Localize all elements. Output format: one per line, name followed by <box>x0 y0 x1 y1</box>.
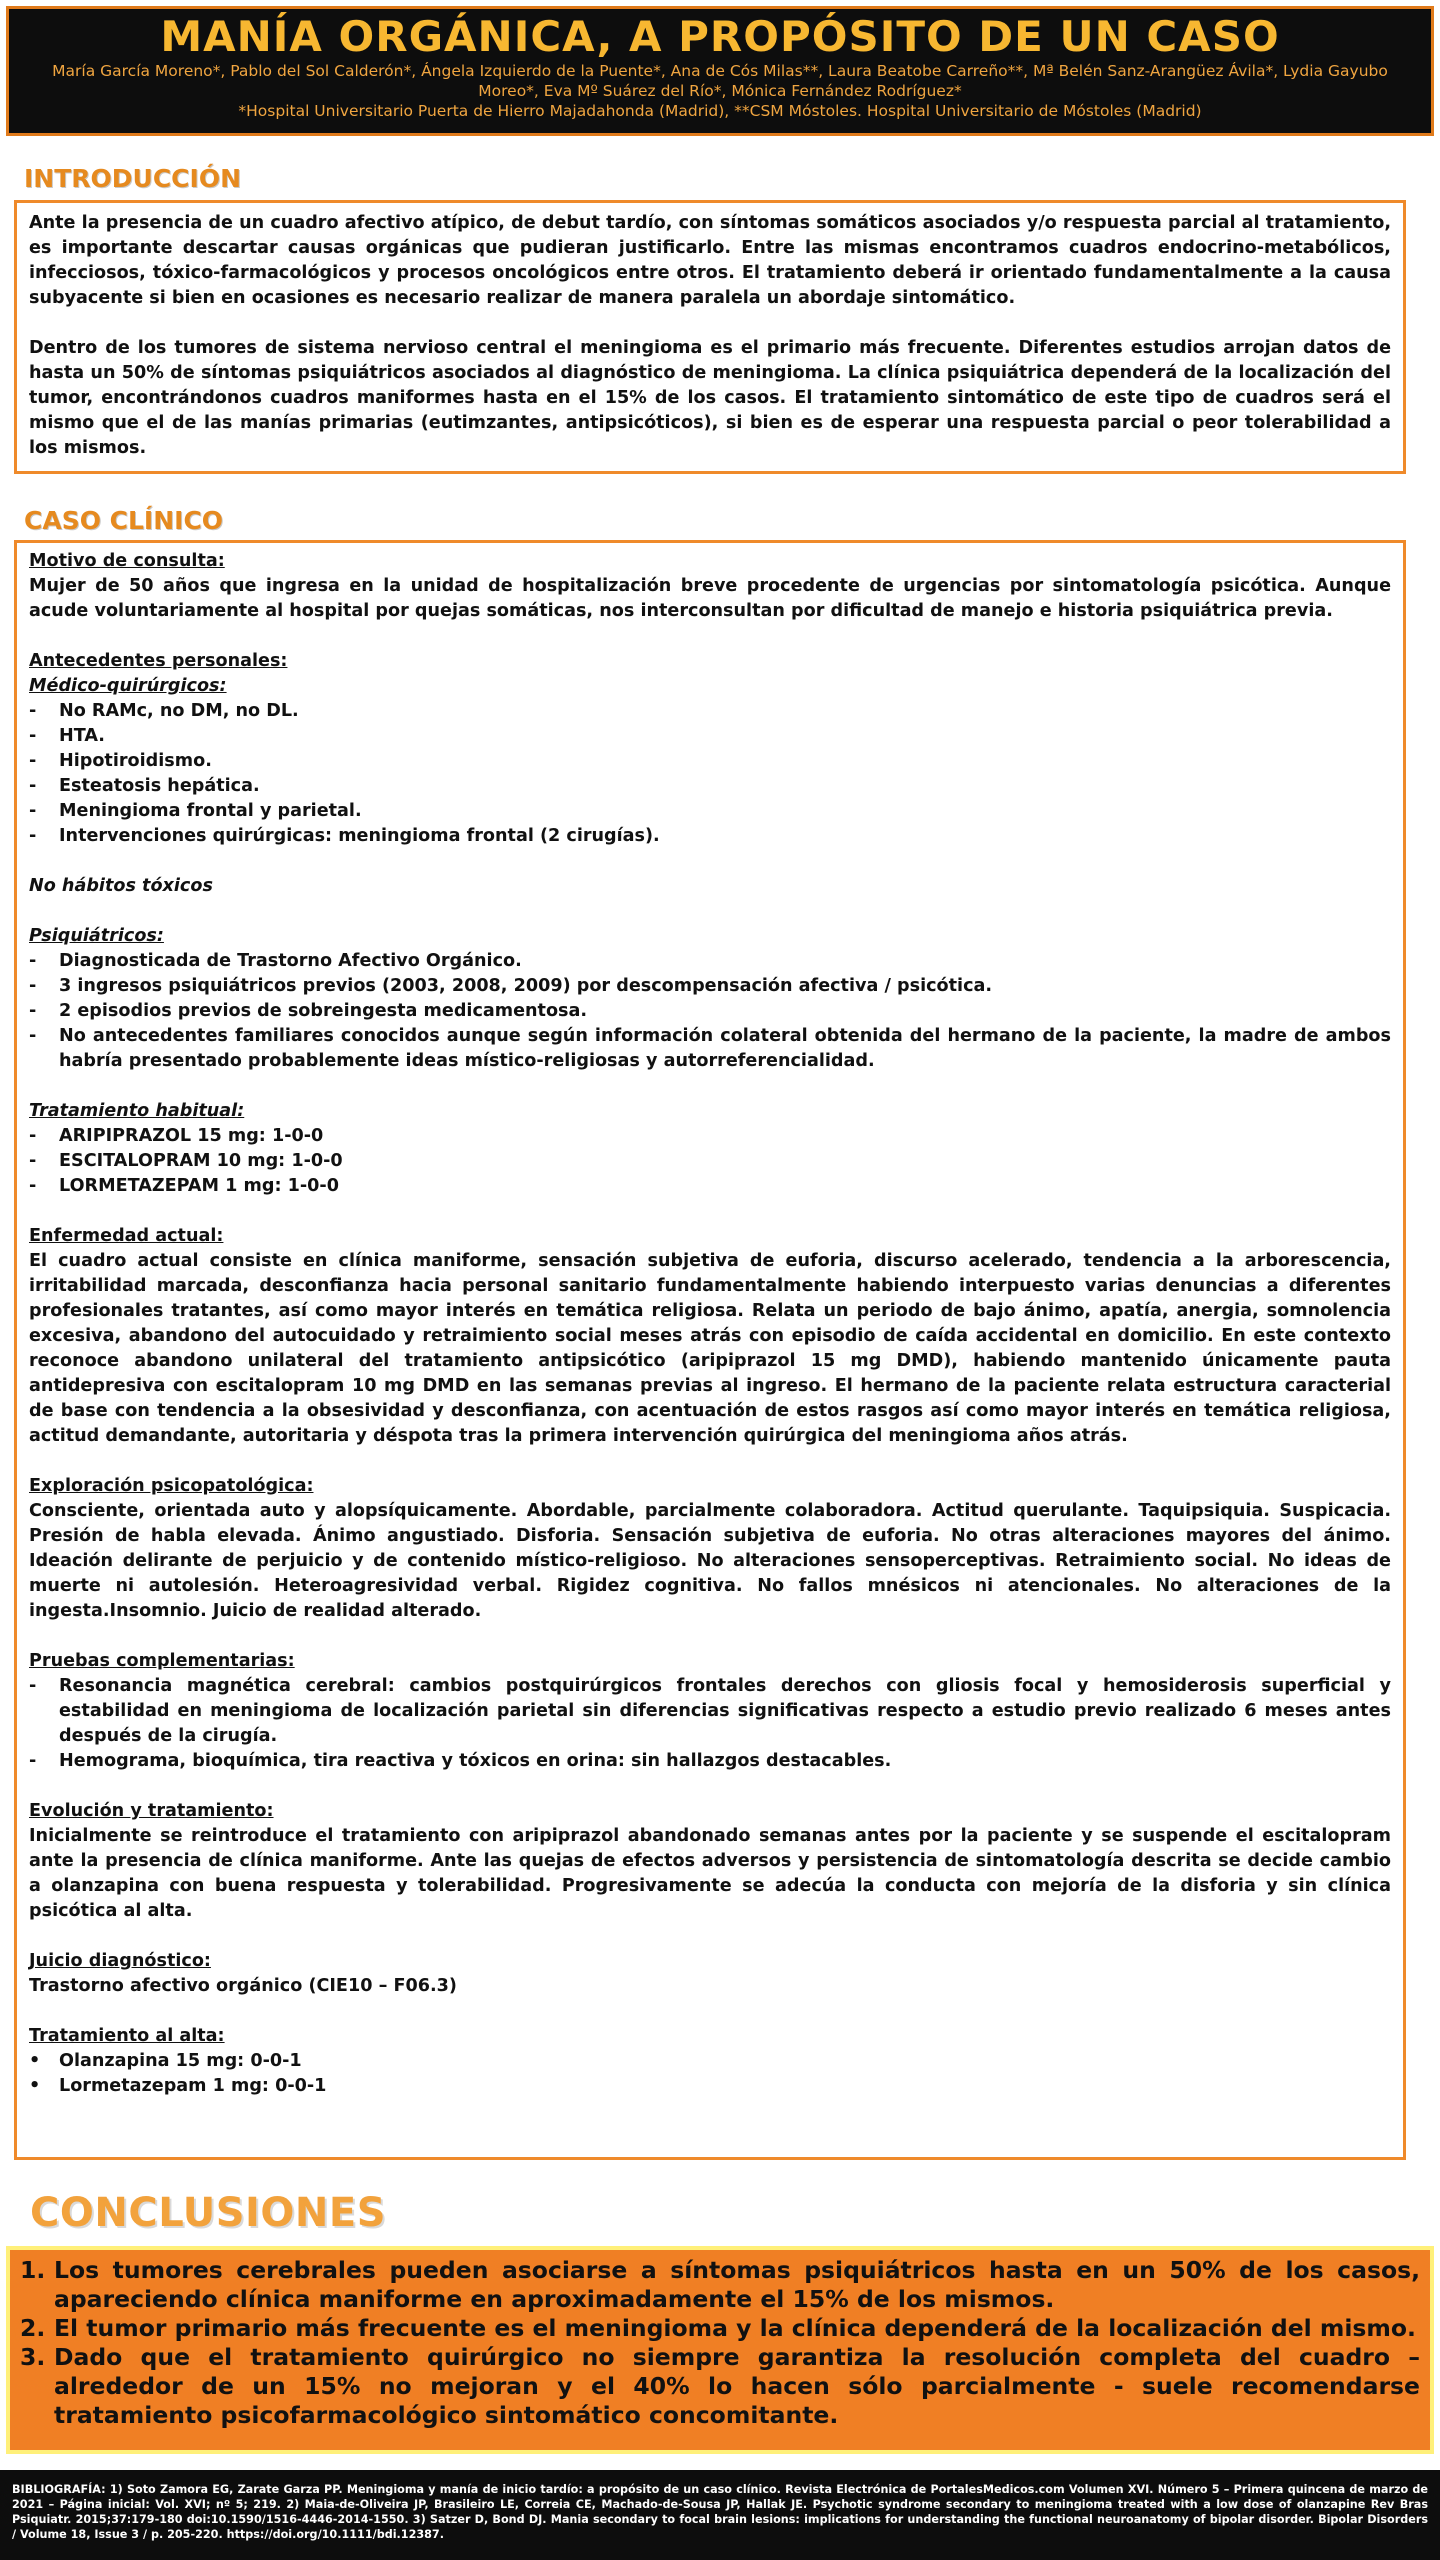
list-item: - Hemograma, bioquímica, tira reactiva y tóxicos en orina: sin hallazgos destacables. <box>29 1749 1391 1774</box>
evol-text: Inicialmente se reintroduce el tratamiento con aripiprazol abandonado semanas antes por la paciente y se suspende el escitalopram ante la presencia de clínica maniforme. Ante las quejas de efectos adversos y persistencia de sintomatología descrita se decide cambio a olanzapina con buena respuesta y tolerabilidad. Progresivamente se adecúa la conducta con mejoría de la disforia y sin clínica psicótica al alta. <box>29 1826 1391 1921</box>
case-box <box>14 540 1406 2160</box>
list-item: • Olanzapina 15 mg: 0-0-1 <box>29 2049 1391 2074</box>
item-text: Dado que el tratamiento quirúrgico no siempre garantiza la resolución completa del cuadro – alrededor de un 15% no mejoran y el 40% lo hacen sólo parcialmente - suele recomendarse tratamiento psicofarmacológico sintomático concomitante. <box>54 2343 1420 2429</box>
list-item: - Resonancia magnética cerebral: cambios postquirúrgicos frontales derechos con gliosis focal y hemosiderosis superficial y estabilidad en meningioma de localización parietal sin diferencias significativas respecto a estudio previo realizado 6 meses antes después de la cirugía. <box>29 1674 1391 1749</box>
item-number: 1. <box>20 2256 46 2284</box>
authors: María García Moreno*, Pablo del Sol Calderón*, Ángela Izquierdo de la Puente*, Ana de Cós Milas**, Laura Beatobe Carreño**, Mª Belén Sanz-Arangüez Ávila*, Lydia Gayubo Moreo*, Eva Mº Suárez del Río*, Mónica Fernández Rodríguez* <box>52 62 1388 100</box>
poster-title: MANÍA ORGÁNICA, A PROPÓSITO DE UN CASO <box>160 12 1280 61</box>
case-title: CASO CLÍNICO <box>24 506 224 535</box>
list-item: • Lormetazepam 1 mg: 0-0-1 <box>29 2074 1391 2099</box>
medico-label: Médico-quirúrgicos: <box>29 676 227 696</box>
list-item: - ARIPIPRAZOL 15 mg: 1-0-0 <box>29 1124 1391 1149</box>
explo-text: Consciente, orientada auto y alopsíquicamente. Abordable, parcialmente colaboradora. Actitud querulante. Taquipsiquia. Suspicacia. Presión de habla elevada. Ánimo angustiado. Disforia. Sensación subjetiva de euforia. No otras alteraciones mayores del ánimo. Ideación delirante de perjuicio y de contenido místico-religioso. No alteraciones sensoperceptivas. Retraimiento social. No ideas de muerte ni autolesión. Heteroagresividad verbal. Rigidez cognitiva. No fallos mnésicos ni atencionales. No alteraciones de la ingesta.Insomnio. Juicio de realidad alterado. <box>29 1501 1391 1621</box>
enf-text: El cuadro actual consiste en clínica maniforme, sensación subjetiva de euforia, discurso acelerado, tendencia a la arborescencia, irritabilidad marcada, desconfianza hacia personal sanitario fundamentalmente habiendo interpuesto varias denuncias a diferentes profesionales tratantes, así como mayor interés en temática religiosa. Relata un periodo de bajo ánimo, apatía, anergia, somnolencia excesiva, abandono del autocuidado y retraimiento social meses atrás con episodio de caída accidental en domicilio. En este contexto reconoce abandono unilateral del tratamiento antipsicótico (aripiprazol 15 mg DMD), habiendo mantenido únicamente pauta antidepresiva con escitalopram 10 mg DMD en las semanas previas al ingreso. El hermano de la paciente relata estructura caracterial de base con tendencia a la obsesividad y desconfianza, con acentuación de estos rasgos así como mayor interés en temática religiosa, actitud demandante, autoritaria y déspota tras la primera intervención quirúrgica del meningioma años atrás. <box>29 1251 1391 1446</box>
list-item: - ESCITALOPRAM 10 mg: 1-0-0 <box>29 1149 1391 1174</box>
alta-list <box>29 2049 1391 2099</box>
list-item: - LORMETAZEPAM 1 mg: 1-0-0 <box>29 1174 1391 1199</box>
medico-list <box>29 699 1391 849</box>
toxicos-text: No hábitos tóxicos <box>29 876 213 896</box>
intro-title: INTRODUCCIÓN <box>24 164 242 193</box>
poster-header <box>6 6 1434 136</box>
alta-label: Tratamiento al alta: <box>29 2026 225 2046</box>
affiliation: *Hospital Universitario Puerta de Hierro Majadahonda (Madrid), **CSM Móstoles. Hospital Universitario de Móstoles (Madrid) <box>238 102 1202 120</box>
list-item: - 2 episodios previos de sobreingesta medicamentosa. <box>29 999 1391 1024</box>
item-text: El tumor primario más frecuente es el meningioma y la clínica dependerá de la localización del mismo. <box>54 2314 1416 2342</box>
pruebas-list <box>29 1674 1391 1774</box>
psiq-list <box>29 949 1391 1074</box>
list-item: - Meningioma frontal y parietal. <box>29 799 1391 824</box>
trat-list <box>29 1124 1391 1199</box>
intro-box <box>14 200 1406 474</box>
list-item: - No antecedentes familiares conocidos aunque según información colateral obtenida del hermano de la paciente, la madre de ambos habría presentado probablemente ideas místico-religiosas y autorreferencialidad. <box>29 1024 1391 1074</box>
list-item: - HTA. <box>29 724 1391 749</box>
conclusion-item <box>20 2314 1420 2343</box>
item-text: Los tumores cerebrales pueden asociarse a síntomas psiquiátricos hasta en un 50% de los casos, apareciendo clínica maniforme en aproximadamente el 15% de los mismos. <box>54 2256 1420 2313</box>
motivo-text: Mujer de 50 años que ingresa en la unidad de hospitalización breve procedente de urgencias por sintomatología psicótica. Aunque acude voluntariamente al hospital por quejas somáticas, nos interconsultan por dificultad de manejo e historia psiquiátrica previa. <box>29 576 1391 621</box>
conclusions-list <box>20 2256 1420 2430</box>
intro-paragraph: Dentro de los tumores de sistema nervioso central el meningioma es el primario más frecuente. Diferentes estudios arrojan datos de hasta un 50% de síntomas psiquiátricos asociados al diagnóstico de meningioma. La clínica psiquiátrica dependerá de la localización del tumor, encontrándonos cuadros maniformes hasta en el 15% de los casos. El tratamiento sintomático de este tipo de cuadros será el mismo que el de las manías primarias (eutimzantes, antipsicóticos), si bien es de esperar una respuesta parcial o peor tolerabilidad a los mismos. <box>29 338 1391 458</box>
list-item: - No RAMc, no DM, no DL. <box>29 699 1391 724</box>
intro-paragraph: Ante la presencia de un cuadro afectivo atípico, de debut tardío, con síntomas somáticos asociados y/o respuesta parcial al tratamiento, es importante descartar causas orgánicas que pudieran justificarlo. Entre las mismas encontramos cuadros endocrino-metabólicos, infecciosos, tóxico-farmacológicos y procesos oncológicos entre otros. El tratamiento deberá ir orientado fundamentalmente a la causa subyacente si bien en ocasiones es necesario realizar de manera paralela un abordaje sintomático. <box>29 213 1391 308</box>
conclusion-item <box>20 2343 1420 2430</box>
motivo-label: Motivo de consulta: <box>29 551 225 571</box>
pruebas-label: Pruebas complementarias: <box>29 1651 295 1671</box>
list-item: - Diagnosticada de Trastorno Afectivo Orgánico. <box>29 949 1391 974</box>
juicio-text: Trastorno afectivo orgánico (CIE10 – F06.3) <box>29 1976 457 1996</box>
conclusions-title: CONCLUSIONES <box>30 2190 387 2236</box>
item-number: 3. <box>20 2343 46 2371</box>
juicio-label: Juicio diagnóstico: <box>29 1951 211 1971</box>
list-item: - Hipotiroidismo. <box>29 749 1391 774</box>
conclusion-item <box>20 2256 1420 2314</box>
list-item: - Intervenciones quirúrgicas: meningioma frontal (2 cirugías). <box>29 824 1391 849</box>
trat-label: Tratamiento habitual: <box>29 1101 245 1121</box>
conclusions-box <box>6 2246 1434 2454</box>
antecedentes-label: Antecedentes personales: <box>29 651 288 671</box>
psiq-label: Psiquiátricos: <box>29 926 164 946</box>
list-item: - 3 ingresos psiquiátricos previos (2003, 2008, 2009) por descompensación afectiva / psicótica. <box>29 974 1391 999</box>
list-item: - Esteatosis hepática. <box>29 774 1391 799</box>
enf-label: Enfermedad actual: <box>29 1226 224 1246</box>
item-number: 2. <box>20 2314 46 2342</box>
explo-label: Exploración psicopatológica: <box>29 1476 314 1496</box>
bibliography: BIBLIOGRAFÍA: 1) Soto Zamora EG, Zarate Garza PP. Meningioma y manía de inicio tardío: a propósito de un caso clínico. Revista Electrónica de PortalesMedicos.com Volumen XVI. Número 5 – Primera quincena de marzo de 2021 – Página inicial: Vol. XVI; nº 5; 219. 2) Maia-de-Oliveira JP, Brasileiro LE, Correia CE, Machado-de-Sousa JP, Hallak JE. Psychotic syndrome secondary to meningioma treated with a low dose of olanzapine Rev Bras Psiquiatr. 2015;37:179-180 doi:10.1590/1516-4446-2014-1550. 3) Satzer D, Bond DJ. Mania secondary to focal brain lesions: implications for understanding the functional neuroanatomy of bipolar disorder. Bipolar Disorders / Volume 18, Issue 3 / p. 205-220. https://doi.org/10.1111/bdi.12387. <box>0 2470 1440 2560</box>
evol-label: Evolución y tratamiento: <box>29 1801 274 1821</box>
